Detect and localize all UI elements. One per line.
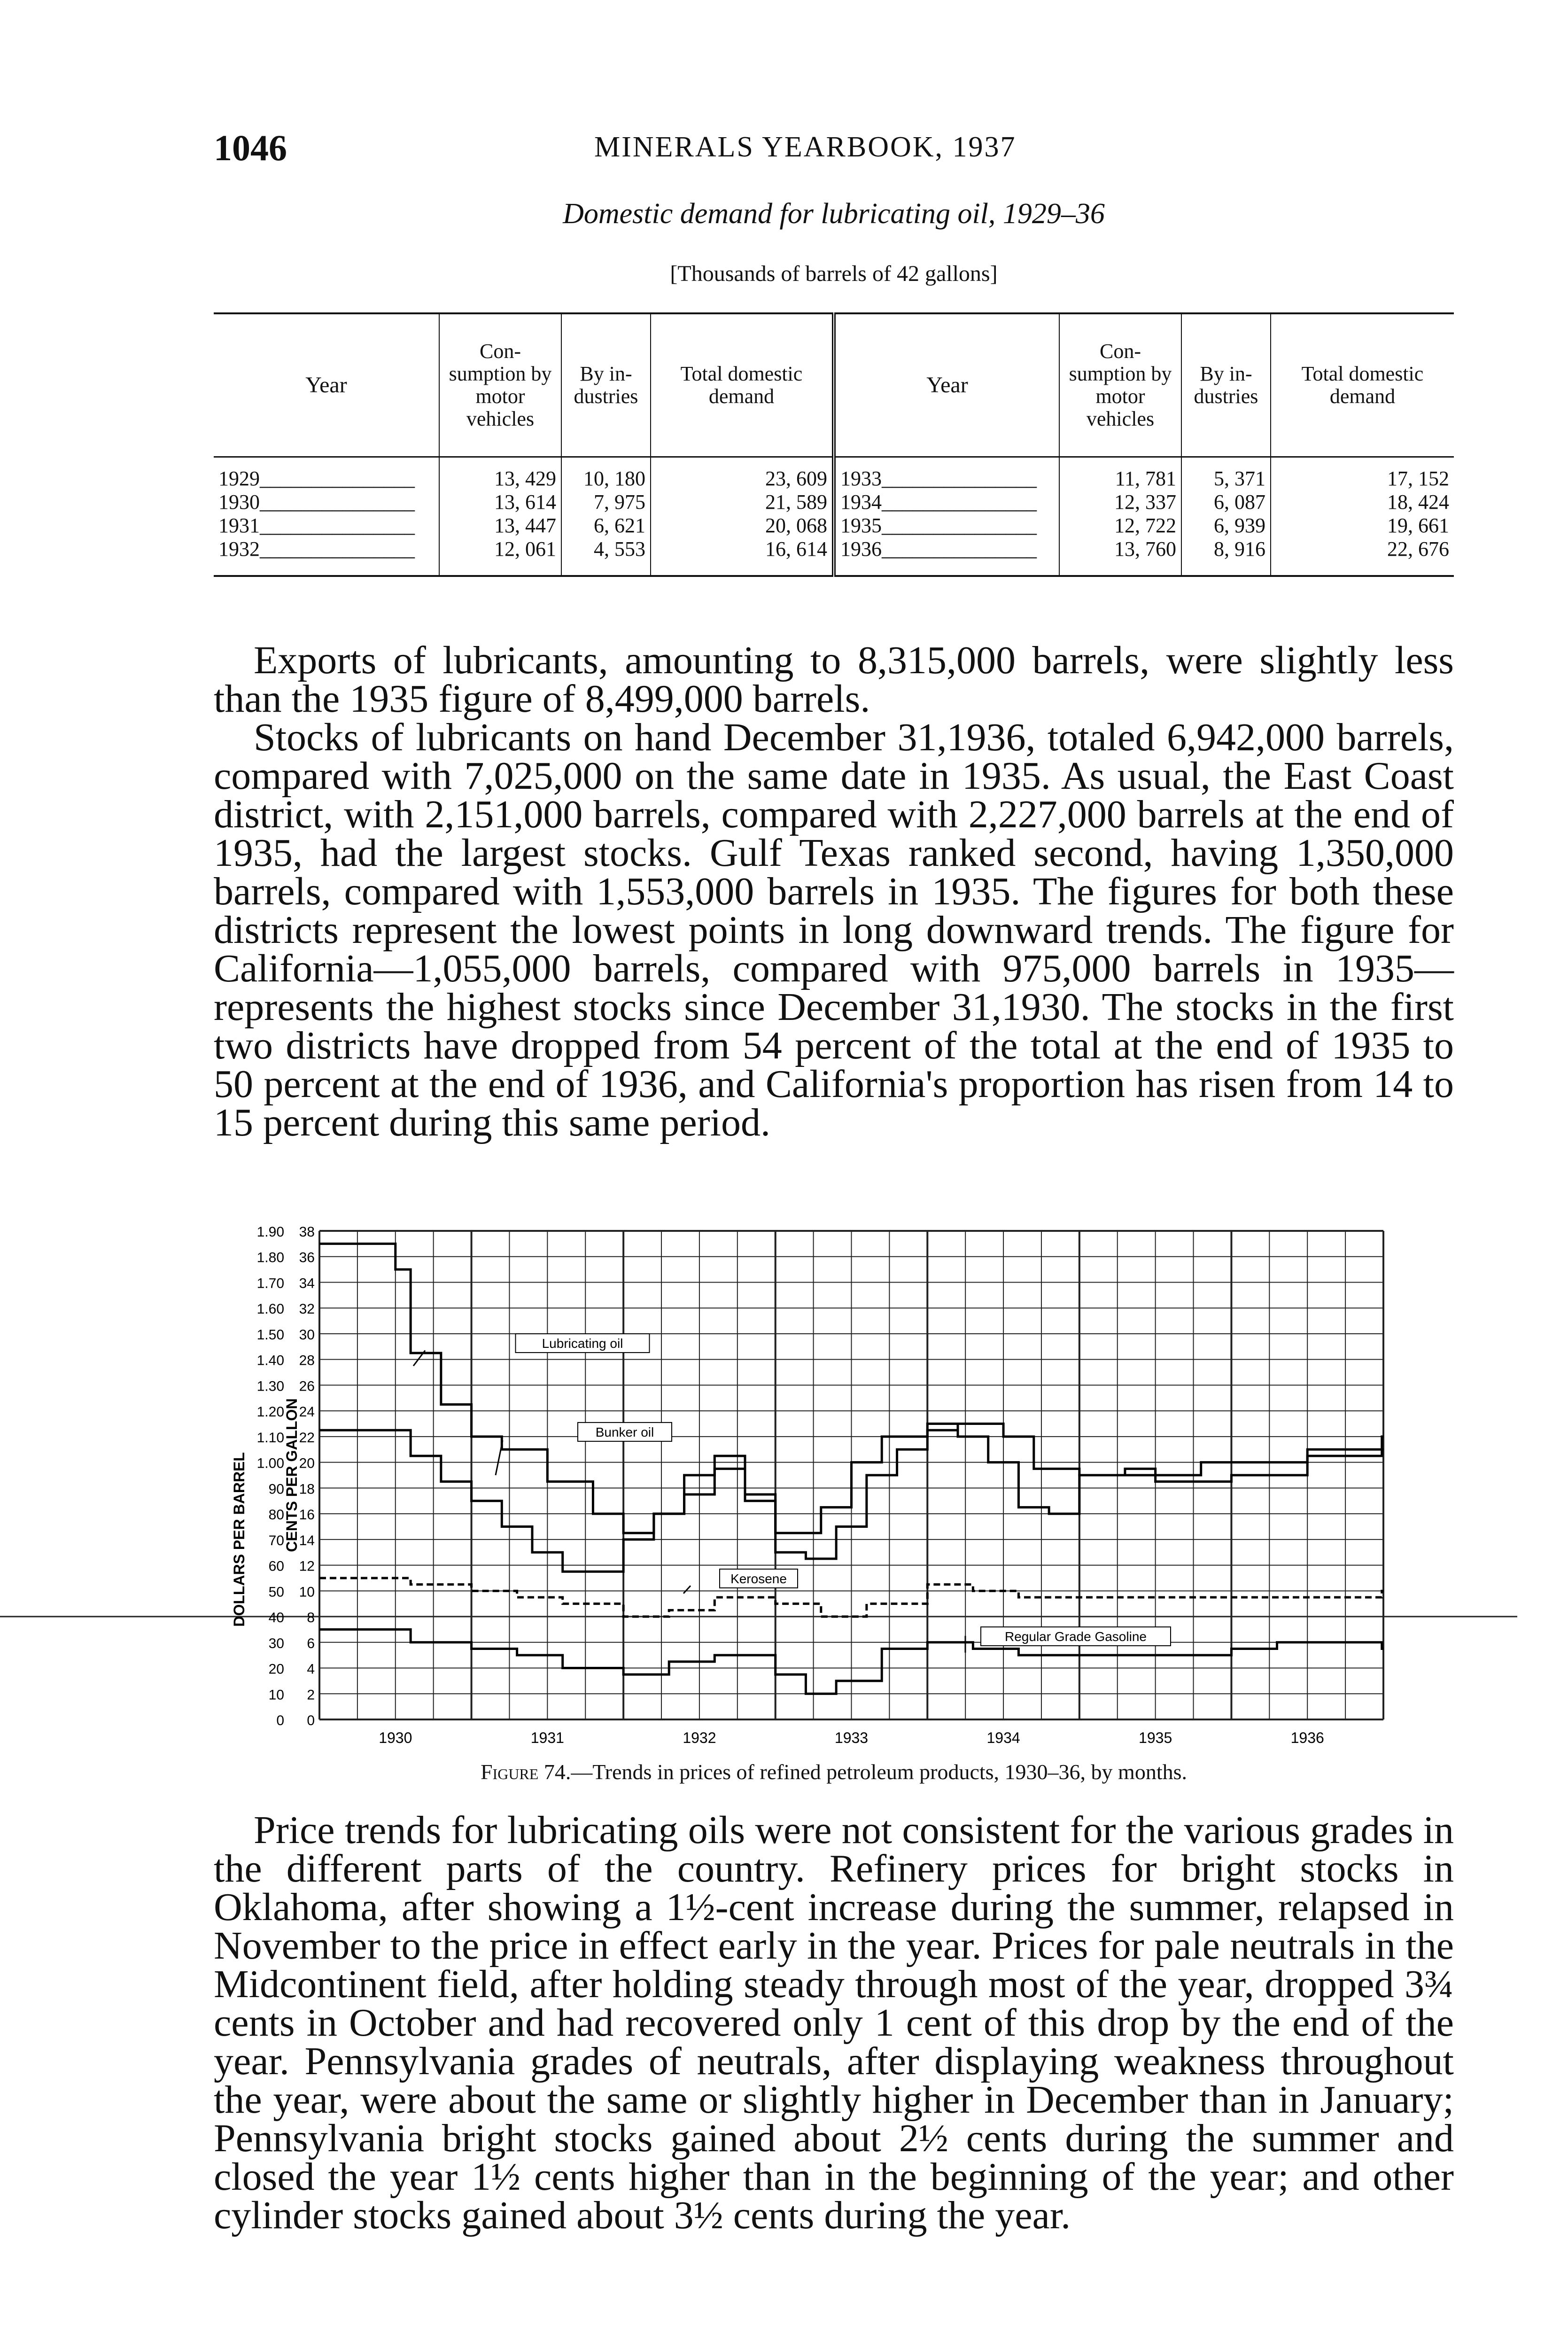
y-tick-label-dollars: 1.50: [256, 1327, 284, 1343]
figure-caption-text: —Trends in prices of refined petroleum products, 1930–36, by months.: [571, 1760, 1188, 1784]
year-value: 1935: [840, 514, 882, 537]
year-value: 1931: [218, 514, 260, 537]
table-cell: 4, 553: [561, 537, 651, 576]
year-cell: [834, 490, 1059, 514]
table-caption: Domestic demand for lubricating oil, 1929–36: [563, 198, 1105, 230]
x-tick-label: 1935: [1139, 1729, 1172, 1746]
column-header: Con-sumption by motor vehicles: [439, 313, 561, 457]
column-header: Con-sumption by motor vehicles: [1059, 313, 1181, 457]
y-tick-label-dollars: 1.80: [256, 1250, 284, 1266]
table-row: [214, 490, 1454, 514]
y-tick-label-dollars: 30: [268, 1635, 284, 1651]
y-tick-label-cents: 30: [299, 1327, 315, 1343]
table-cell: 21, 589: [651, 490, 834, 514]
y-tick-label-cents: 28: [299, 1353, 315, 1369]
table-row: [214, 514, 1454, 537]
table-cell: 11, 781: [1059, 457, 1181, 491]
x-tick-label: 1931: [530, 1729, 564, 1746]
y-tick-label-dollars: 1.70: [256, 1276, 284, 1291]
x-tick-label: 1933: [834, 1729, 869, 1746]
dot-leader: _______________: [882, 514, 1037, 537]
table-cell: 5, 371: [1181, 457, 1271, 491]
y-tick-label-dollars: 1.60: [256, 1301, 284, 1317]
y-tick-label-dollars: 1.40: [256, 1353, 284, 1369]
year-cell: [834, 514, 1059, 537]
y-axis-title-dollars: DOLLARS PER BARREL: [231, 1452, 248, 1627]
table-cell: 17, 152: [1271, 457, 1454, 491]
y-tick-label-dollars: 1.90: [256, 1224, 284, 1240]
table-cell: 13, 429: [439, 457, 561, 491]
table-cell: 7, 975: [561, 490, 651, 514]
column-header: Year: [214, 313, 439, 457]
series-label-bunker-oil: Bunker oil: [595, 1424, 654, 1439]
column-header: Total domestic demand: [1271, 313, 1454, 457]
paragraph: Stocks of lubricants on hand December 31,1936, totaled 6,942,000 barrels, compared with 7,025,000 on the same date in 1935. As usual, the East Coast district, with 2,151,000 barrels, compared with 2,227,000 barrels at the end of 1935, had the largest stocks. Gulf Texas ranked second, having 1,350,000 barrels, compared with 1,553,000 barrels in 1935. The figures for both these districts represent the lowest points in long downward trends. The figure for California—1,055,000 barrels, compared with 975,000 barrels in 1935—represents the highest stocks since December 31,1930. The stocks in the first two districts have dropped from 54 percent of the total at the end of 1935 to 50 percent at the end of 1936, and California's proportion has risen from 14 to 15 percent during this same period.: [214, 716, 1454, 1144]
dot-leader: _______________: [260, 537, 415, 560]
series-label-bunker-oil-leader: [496, 1440, 503, 1475]
y-tick-label-cents: 18: [299, 1481, 315, 1497]
figure-caption: [214, 1759, 1454, 1784]
table-cell: 10, 180: [561, 457, 651, 491]
dot-leader: _______________: [260, 514, 415, 537]
year-value: 1932: [218, 537, 260, 560]
year-cell: [214, 537, 439, 576]
y-tick-label-cents: 26: [299, 1378, 315, 1394]
series-label-kerosene: Kerosene: [730, 1571, 787, 1586]
y-tick-label-cents: 14: [299, 1532, 315, 1548]
table-cell: 8, 916: [1181, 537, 1271, 576]
y-tick-label-cents: 4: [307, 1661, 315, 1677]
year-value: 1936: [840, 537, 882, 560]
column-header: Total domestic demand: [651, 313, 834, 457]
column-header: By in-dustries: [1181, 313, 1271, 457]
body-text-bottom: [214, 1808, 1454, 2237]
column-header: Year: [834, 313, 1059, 457]
y-tick-label-dollars: 1.30: [256, 1378, 284, 1394]
page-number: 1046: [214, 127, 287, 168]
running-title: MINERALS YEARBOOK, 1937: [594, 131, 1017, 163]
x-tick-label: 1932: [683, 1729, 716, 1746]
y-tick-label-dollars: 80: [268, 1507, 284, 1523]
year-value: 1934: [840, 490, 882, 513]
y-tick-label-dollars: 10: [268, 1687, 284, 1703]
table-cell: 12, 061: [439, 537, 561, 576]
y-tick-label-dollars: 90: [268, 1481, 284, 1497]
year-cell: [214, 490, 439, 514]
table-cell: 12, 337: [1059, 490, 1181, 514]
y-tick-label-dollars: 0: [276, 1713, 284, 1728]
table-cell: 6, 087: [1181, 490, 1271, 514]
y-tick-label-dollars: 50: [268, 1584, 284, 1600]
y-tick-label-dollars: 1.20: [256, 1404, 284, 1420]
y-tick-label-cents: 8: [307, 1610, 315, 1626]
body-text-top: [214, 638, 1454, 1144]
table-cell: 18, 424: [1271, 490, 1454, 514]
year-cell: [214, 514, 439, 537]
y-tick-label-dollars: 1.00: [256, 1455, 284, 1471]
running-head: [214, 127, 1454, 179]
y-tick-label-cents: 2: [307, 1687, 315, 1703]
y-tick-label-cents: 22: [299, 1430, 315, 1446]
table-row: [214, 457, 1454, 491]
table-cell: 13, 760: [1059, 537, 1181, 576]
y-tick-label-cents: 34: [299, 1276, 315, 1291]
series-label-lubricating-oil: Lubricating oil: [542, 1336, 623, 1351]
x-tick-label: 1930: [379, 1729, 412, 1746]
table-cell: 22, 676: [1271, 537, 1454, 576]
table-cell: 12, 722: [1059, 514, 1181, 537]
y-tick-label-dollars: 20: [268, 1661, 284, 1677]
dot-leader: _______________: [882, 537, 1037, 560]
series-label-regular-grade-gasoline: Regular Grade Gasoline: [1005, 1629, 1147, 1644]
x-tick-label: 1934: [986, 1729, 1020, 1746]
year-cell: [834, 537, 1059, 576]
dot-leader: _______________: [260, 467, 415, 490]
y-tick-label-cents: 12: [299, 1558, 315, 1574]
y-tick-label-cents: 10: [299, 1584, 315, 1600]
table-cell: 6, 621: [561, 514, 651, 537]
y-tick-label-dollars: 70: [268, 1532, 284, 1548]
table-header-row: [214, 313, 1454, 457]
table-cell: 6, 939: [1181, 514, 1271, 537]
table-cell: 13, 447: [439, 514, 561, 537]
series-label-kerosene-leader: [683, 1586, 691, 1593]
y-tick-label-cents: 38: [299, 1224, 315, 1240]
y-tick-label-cents: 0: [307, 1713, 315, 1728]
y-tick-label-cents: 6: [307, 1635, 315, 1651]
demand-table: [214, 312, 1454, 577]
year-cell: [214, 457, 439, 491]
year-cell: [834, 457, 1059, 491]
y-tick-label-dollars: 60: [268, 1558, 284, 1574]
table-row: [214, 537, 1454, 576]
year-value: 1929: [218, 467, 260, 490]
table-cell: 19, 661: [1271, 514, 1454, 537]
year-value: 1933: [840, 467, 882, 490]
table-cell: 23, 609: [651, 457, 834, 491]
year-value: 1930: [218, 490, 260, 513]
column-header: By in-dustries: [561, 313, 651, 457]
table-cell: 20, 068: [651, 514, 834, 537]
y-tick-label-dollars: 40: [268, 1610, 284, 1626]
table-cell: 13, 614: [439, 490, 561, 514]
y-tick-label-cents: 24: [299, 1404, 315, 1420]
y-axis-title-cents: CENTS PER GALLON: [283, 1398, 300, 1552]
y-tick-label-cents: 20: [299, 1455, 315, 1471]
y-tick-label-dollars: 1.10: [256, 1430, 284, 1446]
y-tick-label-cents: 36: [299, 1250, 315, 1266]
table-cell: 16, 614: [651, 537, 834, 576]
price-trends-chart: [0, 1203, 1568, 1748]
dot-leader: _______________: [882, 467, 1037, 490]
dot-leader: _______________: [260, 490, 415, 513]
dot-leader: _______________: [882, 490, 1037, 513]
figure-label: Figure 74.: [480, 1760, 571, 1784]
y-tick-label-cents: 16: [299, 1507, 315, 1523]
x-tick-label: 1936: [1290, 1729, 1324, 1746]
y-tick-label-cents: 32: [299, 1301, 315, 1317]
paragraph: Price trends for lubricating oils were not consistent for the various grades in the different parts of the country. Refinery prices for bright stocks in Oklahoma, after showing a 1½-cent increase during the summer, relapsed in November to the price in effect early in the year. Prices for pale neutrals in the Midcontinent field, after holding steady through most of the year, dropped 3¾ cents in October and had recovered only 1 cent of this drop by the end of the year. Pennsylvania grades of neutrals, after displaying weakness throughout the year, were about the same or slightly higher in December than in January; Pennsylvania bright stocks gained about 2½ cents during the summer and closed the year 1½ cents higher than in the beginning of the year; and other cylinder stocks gained about 3½ cents during the year.: [214, 1808, 1454, 2237]
table-units: [Thousands of barrels of 42 gallons]: [670, 261, 998, 286]
paragraph: Exports of lubricants, amounting to 8,315,000 barrels, were slightly less than the 1935 figure of 8,499,000 barrels.: [214, 638, 1454, 721]
